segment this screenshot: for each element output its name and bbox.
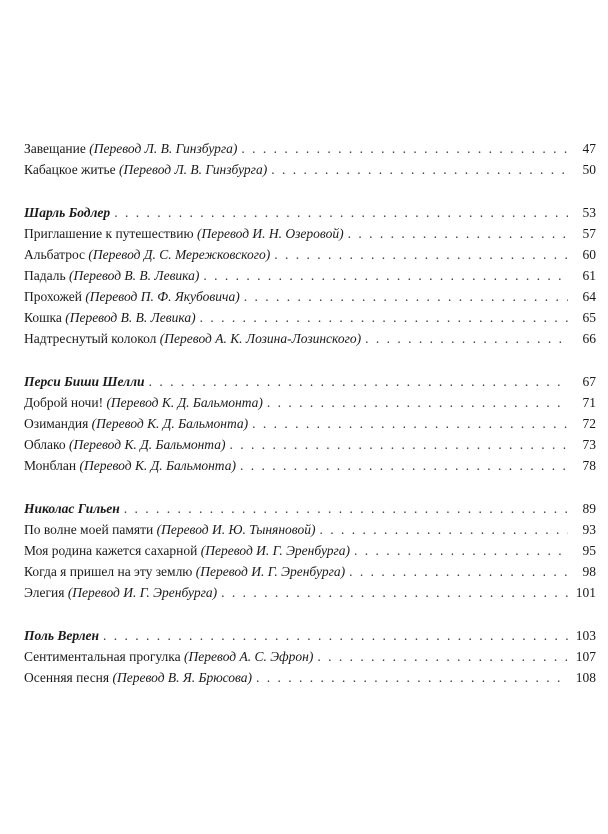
toc-entry xyxy=(24,519,596,540)
entry-title: Сентиментальная прогулка xyxy=(24,649,185,664)
entry-label xyxy=(24,561,345,582)
entry-title: Доброй ночи! xyxy=(24,395,107,410)
dot-leader xyxy=(365,328,568,349)
dot-leader xyxy=(274,244,568,265)
entry-page-number: 95 xyxy=(582,543,596,558)
entry-translator: (Перевод А. К. Лозина-Лозинского) xyxy=(159,331,362,346)
entry-label xyxy=(24,244,270,265)
entry-translator: (Перевод И. Г. Эренбурга) xyxy=(67,585,218,600)
toc-section xyxy=(24,625,596,688)
entry-translator: (Перевод В. В. Левика) xyxy=(69,268,200,283)
dot-leader xyxy=(114,202,568,223)
entry-title: Альбатрос xyxy=(24,247,89,262)
entry-label xyxy=(24,307,196,328)
entry-label xyxy=(24,667,252,688)
dot-leader xyxy=(149,371,568,392)
toc-entry xyxy=(24,646,596,667)
dot-leader xyxy=(240,455,568,476)
entry-page-number: 57 xyxy=(582,226,596,241)
entry-title: Когда я пришел на эту землю xyxy=(24,564,196,579)
toc-entry xyxy=(24,392,596,413)
toc-entry xyxy=(24,159,596,180)
toc-entry xyxy=(24,286,596,307)
dot-leader xyxy=(221,582,568,603)
entry-label xyxy=(24,434,225,455)
dot-leader xyxy=(349,561,568,582)
entry-page-number: 47 xyxy=(582,141,596,156)
dot-leader xyxy=(348,223,568,244)
dot-leader xyxy=(252,413,568,434)
entry-title: Падаль xyxy=(24,268,69,283)
toc-entry xyxy=(24,561,596,582)
entry-translator: (Перевод В. В. Левика) xyxy=(65,310,196,325)
entry-title: Моя родина кажется сахарной xyxy=(24,543,201,558)
entry-label xyxy=(24,455,236,476)
entry-label xyxy=(24,646,313,667)
entry-label xyxy=(24,328,361,349)
entry-page-number: 107 xyxy=(575,649,596,664)
toc-entry xyxy=(24,328,596,349)
dot-leader xyxy=(354,540,568,561)
entry-page-number: 72 xyxy=(582,416,596,431)
entry-label xyxy=(24,540,350,561)
author-page-number: 53 xyxy=(582,205,596,220)
entry-label xyxy=(24,519,315,540)
entry-page-number: 64 xyxy=(582,289,596,304)
dot-leader xyxy=(103,625,568,646)
entry-title: Озимандия xyxy=(24,416,92,431)
entry-page-number: 71 xyxy=(582,395,596,410)
entry-title: Кошка xyxy=(24,310,66,325)
entry-translator: (Перевод Л. В. Гинзбурга) xyxy=(119,162,268,177)
entry-page-number: 65 xyxy=(582,310,596,325)
author-name: Николас Гильен xyxy=(24,501,120,516)
dot-leader xyxy=(124,498,568,519)
entry-title: Элегия xyxy=(24,585,68,600)
dot-leader xyxy=(319,519,568,540)
entry-title: Приглашение к путешествию xyxy=(24,226,197,241)
entry-title: Завещание xyxy=(24,141,90,156)
author-page-number: 67 xyxy=(582,374,596,389)
dot-leader xyxy=(244,286,568,307)
entry-translator: (Перевод И. Г. Эренбурга) xyxy=(195,564,346,579)
entry-page-number: 108 xyxy=(575,670,596,685)
toc-entry xyxy=(24,455,596,476)
entry-translator: (Перевод К. Д. Бальмонта) xyxy=(79,458,236,473)
entry-translator: (Перевод Л. В. Гинзбурга) xyxy=(89,141,238,156)
author-page-number: 89 xyxy=(582,501,596,516)
toc-entry xyxy=(24,540,596,561)
entry-label xyxy=(24,582,217,603)
dot-leader xyxy=(200,307,568,328)
entry-translator: (Перевод И. Ю. Тыняновой) xyxy=(156,522,316,537)
table-of-contents xyxy=(24,138,596,710)
entry-translator: (Перевод И. Н. Озеровой) xyxy=(196,226,344,241)
entry-title: Кабацкое житье xyxy=(24,162,120,177)
entry-title: Надтреснутый колокол xyxy=(24,331,160,346)
toc-section xyxy=(24,138,596,180)
entry-translator: (Перевод И. Г. Эренбурга) xyxy=(200,543,351,558)
entry-title: Осенняя песня xyxy=(24,670,113,685)
entry-translator: (Перевод А. С. Эфрон) xyxy=(184,649,314,664)
entry-translator: (Перевод Д. С. Мережковского) xyxy=(88,247,271,262)
entry-title: Прохожей xyxy=(24,289,86,304)
author-name: Шарль Бодлер xyxy=(24,205,111,220)
entry-page-number: 73 xyxy=(582,437,596,452)
entry-translator: (Перевод К. Д. Бальмонта) xyxy=(69,437,226,452)
entry-label xyxy=(24,265,199,286)
entry-page-number: 61 xyxy=(582,268,596,283)
entry-page-number: 98 xyxy=(582,564,596,579)
dot-leader xyxy=(267,392,568,413)
entry-title: Монблан xyxy=(24,458,80,473)
toc-entry xyxy=(24,138,596,159)
toc-author-heading xyxy=(24,498,596,519)
dot-leader xyxy=(317,646,568,667)
entry-page-number: 93 xyxy=(582,522,596,537)
toc-author-heading xyxy=(24,202,596,223)
entry-translator: (Перевод К. Д. Бальмонта) xyxy=(106,395,263,410)
toc-entry xyxy=(24,307,596,328)
entry-page-number: 66 xyxy=(582,331,596,346)
toc-section xyxy=(24,202,596,349)
dot-leader xyxy=(229,434,568,455)
author-name: Перси Биши Шелли xyxy=(24,374,145,389)
entry-title: Облако xyxy=(24,437,70,452)
entry-translator: (Перевод К. Д. Бальмонта) xyxy=(91,416,249,431)
entry-label xyxy=(24,159,267,180)
toc-author-heading xyxy=(24,371,596,392)
toc-entry xyxy=(24,667,596,688)
entry-title: По волне моей памяти xyxy=(24,522,157,537)
toc-section xyxy=(24,371,596,476)
dot-leader xyxy=(203,265,568,286)
toc-section xyxy=(24,498,596,603)
toc-author-heading xyxy=(24,625,596,646)
entry-translator: (Перевод П. Ф. Якубовича) xyxy=(85,289,240,304)
author-page-number: 103 xyxy=(575,628,596,643)
author-name: Поль Верлен xyxy=(24,628,100,643)
entry-label xyxy=(24,286,240,307)
dot-leader xyxy=(271,159,568,180)
toc-entry xyxy=(24,434,596,455)
entry-label xyxy=(24,392,263,413)
dot-leader xyxy=(256,667,568,688)
dot-leader xyxy=(241,138,568,159)
toc-entry xyxy=(24,582,596,603)
entry-label xyxy=(24,413,248,434)
entry-label xyxy=(24,138,237,159)
entry-page-number: 50 xyxy=(582,162,596,177)
entry-page-number: 101 xyxy=(575,585,596,600)
toc-entry xyxy=(24,265,596,286)
entry-page-number: 78 xyxy=(582,458,596,473)
toc-entry xyxy=(24,244,596,265)
entry-page-number: 60 xyxy=(582,247,596,262)
entry-label xyxy=(24,223,344,244)
entry-translator: (Перевод В. Я. Брюсова) xyxy=(112,670,253,685)
toc-entry xyxy=(24,413,596,434)
toc-entry xyxy=(24,223,596,244)
